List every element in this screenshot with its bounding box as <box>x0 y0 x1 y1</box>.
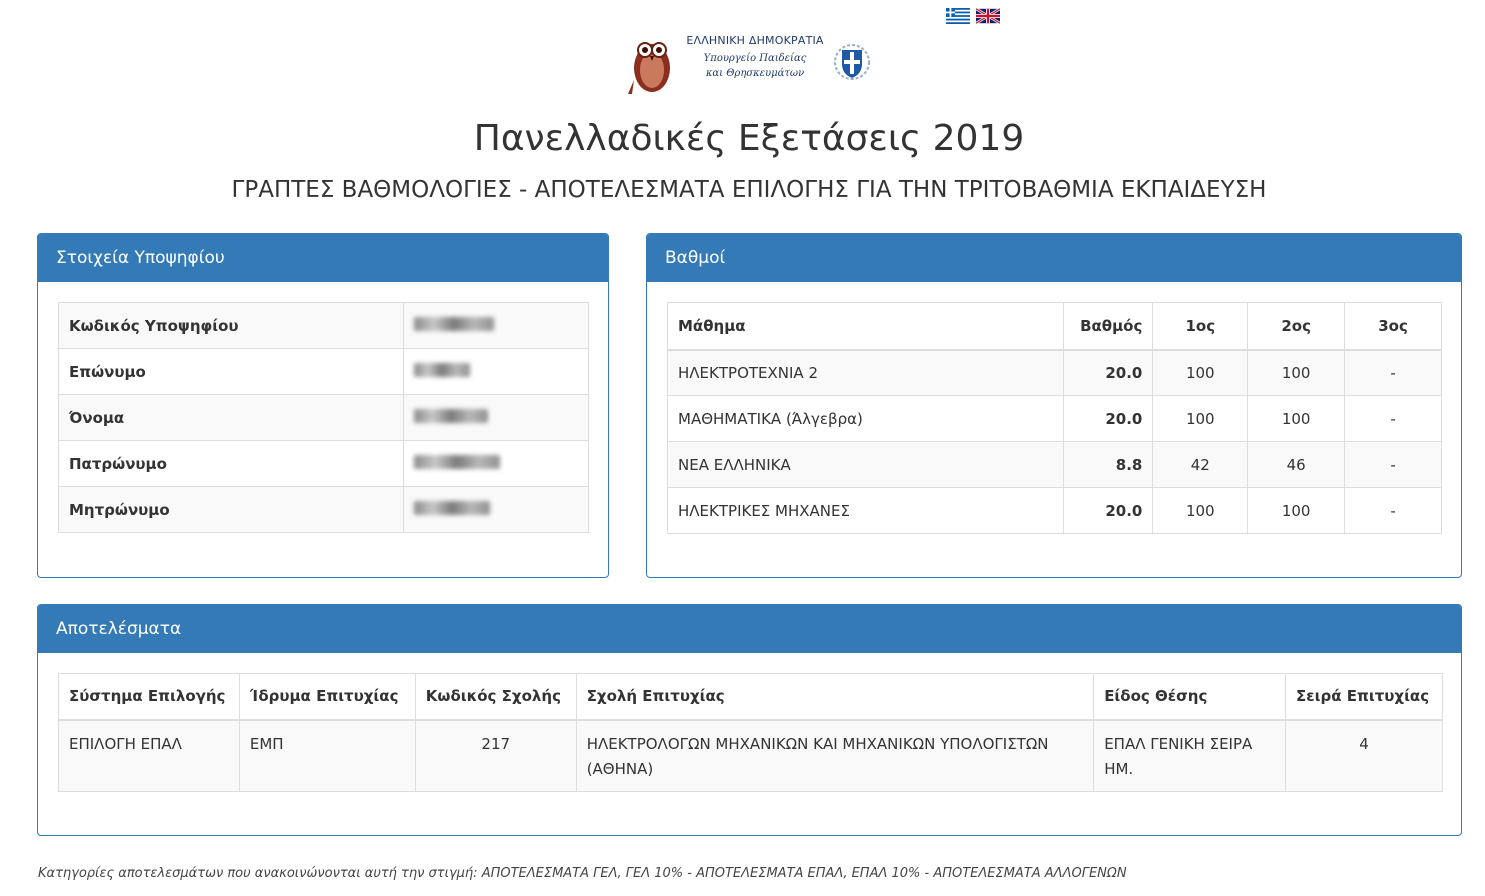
table-row <box>668 396 1442 442</box>
column-header: Βαθμός <box>1064 303 1153 350</box>
third-grader-cell: - <box>1345 396 1442 442</box>
third-grader-cell: - <box>1345 488 1442 534</box>
second-grader-cell: 100 <box>1248 488 1345 534</box>
table-row <box>59 349 589 395</box>
candidate-label: Επώνυμο <box>59 349 404 395</box>
table-row <box>59 720 1443 792</box>
table-row <box>668 488 1442 534</box>
school-code-cell: 217 <box>415 720 576 792</box>
table-row <box>59 487 589 533</box>
position-type-cell: ΕΠΑΛ ΓΕΝΙΚΗ ΣΕΙΡΑ ΗΜ. <box>1094 720 1286 792</box>
logo-line-1: ΕΛΛΗΝΙΚΗ ΔΗΜΟΚΡΑΤΙΑ <box>686 34 824 47</box>
table-row <box>668 350 1442 396</box>
second-grader-cell: 100 <box>1248 396 1345 442</box>
candidate-value-redacted <box>404 303 589 349</box>
grade-cell: 8.8 <box>1064 442 1153 488</box>
candidate-value-redacted <box>404 395 589 441</box>
grade-cell: 20.0 <box>1064 396 1153 442</box>
results-panel <box>37 604 1462 836</box>
column-header: Μάθημα <box>668 303 1064 350</box>
table-row <box>59 441 589 487</box>
first-grader-cell: 42 <box>1153 442 1248 488</box>
candidate-panel-heading: Στοιχεία Υποψηφίου <box>38 234 608 282</box>
column-header: Ίδρυμα Επιτυχίας <box>239 674 415 720</box>
coat-of-arms-icon <box>832 40 872 84</box>
table-row <box>668 442 1442 488</box>
subject-cell: ΝΕΑ ΕΛΛΗΝΙΚΑ <box>668 442 1064 488</box>
column-header: 1ος <box>1153 303 1248 350</box>
third-grader-cell: - <box>1345 442 1442 488</box>
candidate-value-redacted <box>404 349 589 395</box>
institution-cell: ΕΜΠ <box>239 720 415 792</box>
column-header: Κωδικός Σχολής <box>415 674 576 720</box>
table-header-row <box>59 674 1443 720</box>
first-grader-cell: 100 <box>1153 396 1248 442</box>
page-subtitle: ΓΡΑΠΤΕΣ ΒΑΘΜΟΛΟΓΙΕΣ - ΑΠΟΤΕΛΕΣΜΑΤΑ ΕΠΙΛΟΓΗΣ ΓΙΑ ΤΗΝ ΤΡΙΤΟΒΑΘΜΙΑ ΕΚΠΑΙΔΕΥΣΗ <box>231 177 1267 203</box>
candidate-value-redacted <box>404 487 589 533</box>
candidate-value-redacted <box>404 441 589 487</box>
subject-cell: ΜΑΘΗΜΑΤΙΚΑ (Άλγεβρα) <box>668 396 1064 442</box>
language-switcher <box>946 7 1000 25</box>
candidate-label: Μητρώνυμο <box>59 487 404 533</box>
ministry-logo <box>624 28 876 96</box>
selection-system-cell: ΕΠΙΛΟΓΗ ΕΠΑΛ <box>59 720 240 792</box>
column-header: Σύστημα Επιλογής <box>59 674 240 720</box>
page-title: Πανελλαδικές Εξετάσεις 2019 <box>473 118 1025 159</box>
grades-panel-heading: Βαθμοί <box>647 234 1461 282</box>
subject-cell: ΗΛΕΚΤΡΙΚΕΣ ΜΗΧΑΝΕΣ <box>668 488 1064 534</box>
school-cell: ΗΛΕΚΤΡΟΛΟΓΩΝ ΜΗΧΑΝΙΚΩΝ ΚΑΙ ΜΗΧΑΝΙΚΩΝ ΥΠΟΛΟΓΙΣΤΩΝ (ΑΘΗΝΑ) <box>576 720 1094 792</box>
footer-note: Κατηγορίες αποτελεσμάτων που ανακοινώνονται αυτή την στιγμή: ΑΠΟΤΕΛΕΣΜΑΤΑ ΓΕΛ, ΓΕΛ 10% - ΑΠΟΤΕΛΕΣΜΑΤΑ ΕΠΑΛ, ΕΠΑΛ 10% - ΑΠΟΤΕΛΕΣΜΑΤΑ ΑΛΛΟΓΕΝΩΝ <box>38 866 1127 881</box>
rank-cell: 4 <box>1286 720 1443 792</box>
results-table <box>58 673 1443 792</box>
third-grader-cell: - <box>1345 350 1442 396</box>
table-header-row <box>668 303 1442 350</box>
logo-line-3: και Θρησκευμάτων <box>705 68 805 79</box>
second-grader-cell: 46 <box>1248 442 1345 488</box>
candidate-label: Όνομα <box>59 395 404 441</box>
grade-cell: 20.0 <box>1064 350 1153 396</box>
column-header: Είδος Θέσης <box>1094 674 1286 720</box>
column-header: 3ος <box>1345 303 1442 350</box>
second-grader-cell: 100 <box>1248 350 1345 396</box>
first-grader-cell: 100 <box>1153 350 1248 396</box>
candidate-label: Κωδικός Υποψηφίου <box>59 303 404 349</box>
grades-panel <box>646 233 1462 578</box>
column-header: Σχολή Επιτυχίας <box>576 674 1094 720</box>
first-grader-cell: 100 <box>1153 488 1248 534</box>
candidate-table <box>58 302 589 533</box>
candidate-panel <box>37 233 609 578</box>
table-row <box>59 395 589 441</box>
column-header: 2ος <box>1248 303 1345 350</box>
uk-flag-icon[interactable] <box>976 7 1000 25</box>
owl-icon <box>624 28 678 96</box>
grade-cell: 20.0 <box>1064 488 1153 534</box>
greek-flag-icon[interactable] <box>946 7 970 25</box>
logo-text <box>680 34 830 79</box>
subject-cell: ΗΛΕΚΤΡΟΤΕΧΝΙΑ 2 <box>668 350 1064 396</box>
table-row <box>59 303 589 349</box>
candidate-label: Πατρώνυμο <box>59 441 404 487</box>
grades-table <box>667 302 1442 534</box>
column-header: Σειρά Επιτυχίας <box>1286 674 1443 720</box>
logo-line-2: Υπουργείο Παιδείας <box>703 53 807 64</box>
results-panel-heading: Αποτελέσματα <box>38 605 1461 653</box>
